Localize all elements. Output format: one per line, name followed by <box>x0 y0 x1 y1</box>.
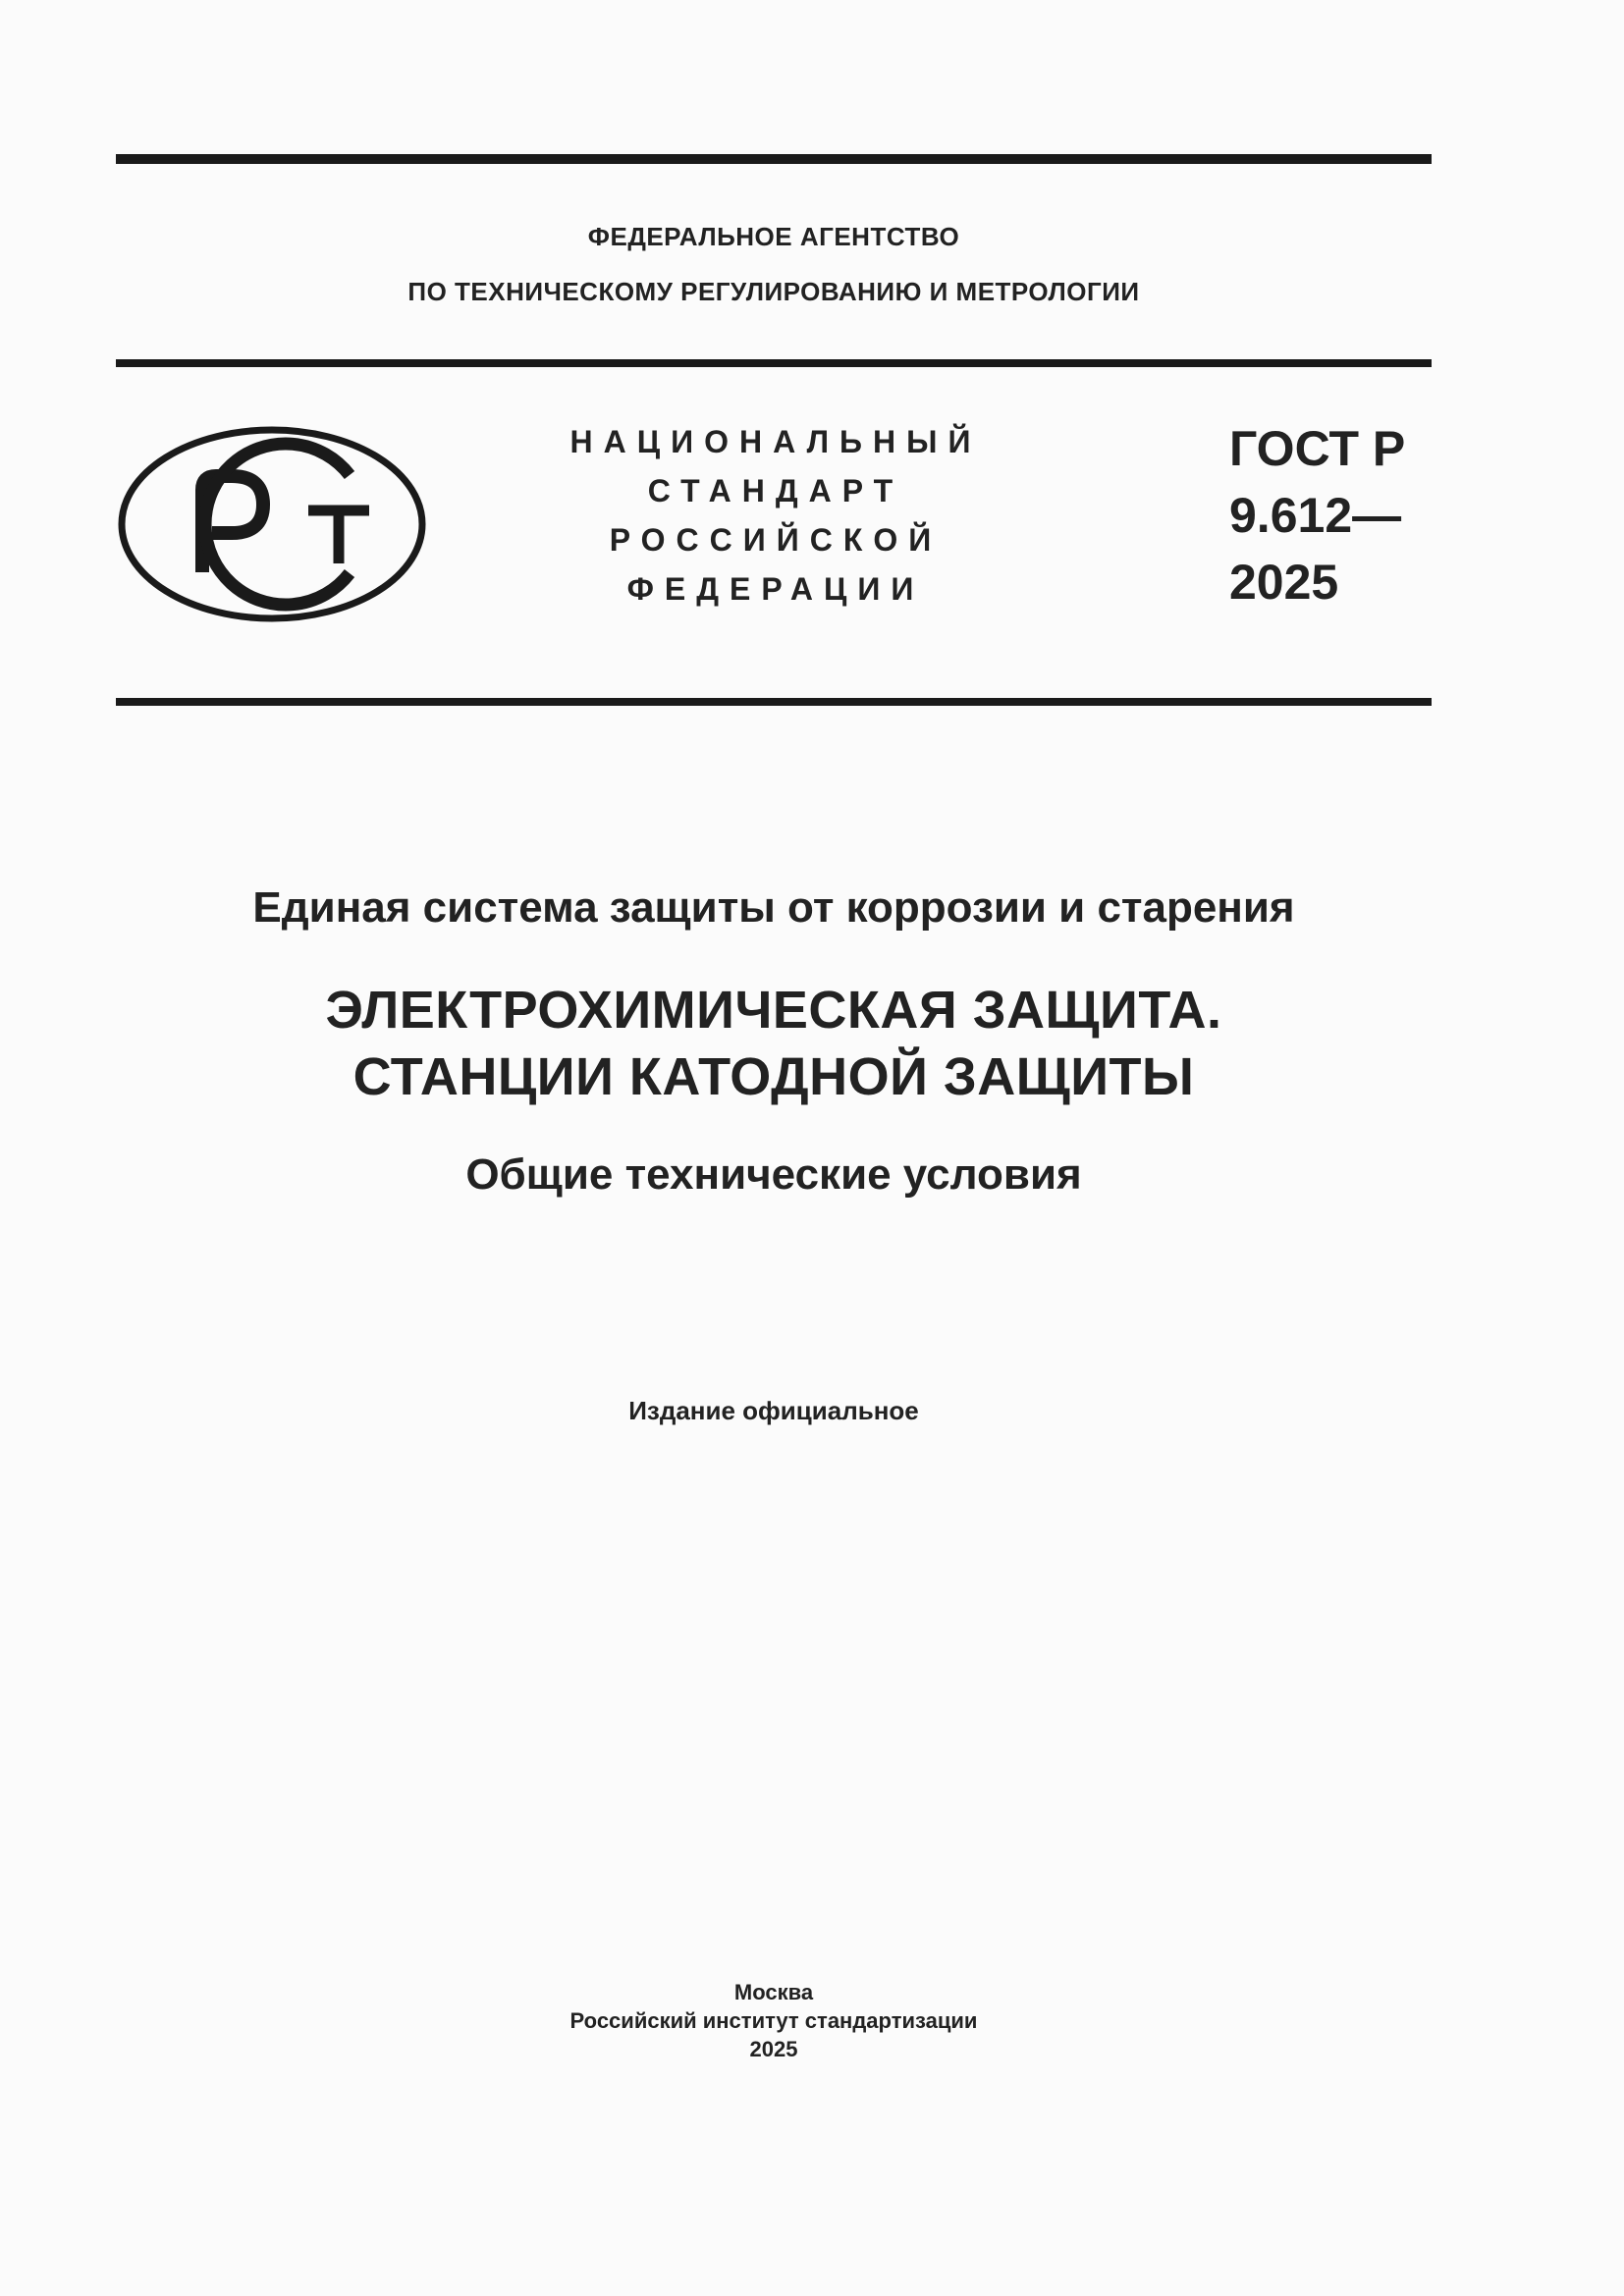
standard-type-line-3: РОССИЙСКОЙ <box>609 522 943 558</box>
document-subtitle: Общие технические условия <box>465 1150 1082 1199</box>
standard-type-line-1: НАЦИОНАЛЬНЫЙ <box>569 424 982 459</box>
agency-line-1: ФЕДЕРАЛЬНОЕ АГЕНТСТВО <box>587 222 960 251</box>
agency-line-2: ПО ТЕХНИЧЕСКОМУ РЕГУЛИРОВАНИЮ И МЕТРОЛОГИИ <box>407 277 1140 306</box>
document-title-line-2: СТАНЦИИ КАТОДНОЙ ЗАЩИТЫ <box>352 1047 1195 1106</box>
standard-type-line-4: ФЕДЕРАЦИИ <box>626 571 925 607</box>
edition-label: Издание официальное <box>628 1396 919 1425</box>
designation-line-2: 9.612— <box>1229 488 1402 543</box>
designation-line-1: ГОСТ Р <box>1229 421 1406 476</box>
section-rule <box>116 698 1432 706</box>
imprint-publisher: Российский институт стандартизации <box>569 2008 978 2033</box>
imprint-year: 2025 <box>749 2037 798 2061</box>
designation-line-3: 2025 <box>1229 555 1339 610</box>
series-title: Единая система защиты от коррозии и старения <box>252 883 1295 932</box>
document-title-line-1: ЭЛЕКТРОХИМИЧЕСКАЯ ЗАЩИТА. <box>325 981 1222 1040</box>
rst-emblem-icon <box>116 424 428 624</box>
standard-type-line-2: СТАНДАРТ <box>647 473 904 508</box>
imprint-city: Москва <box>733 1980 814 2004</box>
top-rule <box>116 154 1432 164</box>
header-rule <box>116 359 1432 367</box>
